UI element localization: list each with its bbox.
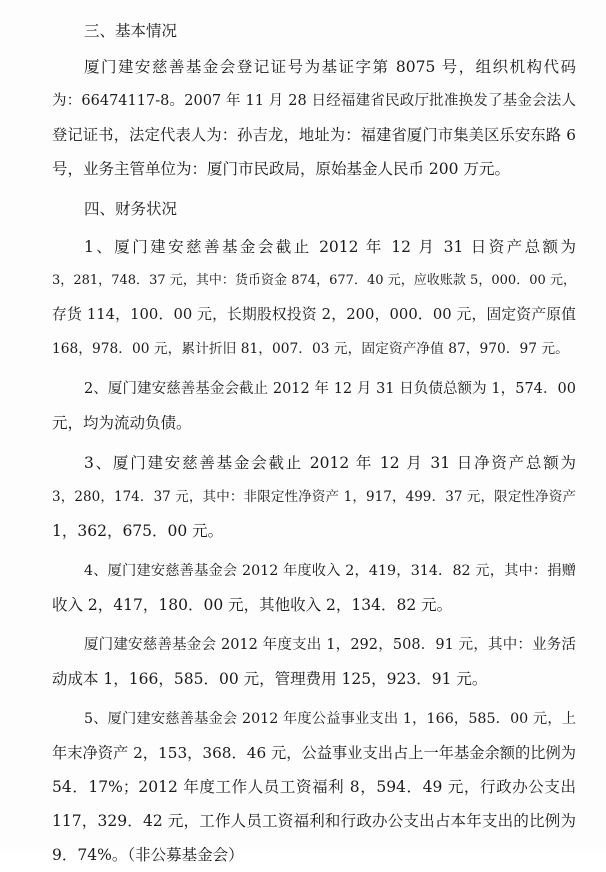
document-body <box>52 14 576 872</box>
paragraph-net-assets <box>52 446 576 548</box>
paragraph-line: 5、厦门建安慈善基金会 2012 年度公益事业支出 1，166，585．00 元，上 <box>84 711 576 727</box>
paragraph-line: 117，329．42 元，工作人员工资福利和行政办公支出占本年支出的比例为 <box>52 812 576 830</box>
paragraph-line: 动成本 1，166，585．00 元，管理费用 125，923．91 元。 <box>52 670 488 688</box>
section-heading-financial-status: 四、财务状况 <box>84 200 178 218</box>
paragraph-line: 为：66474117-8。2007 年 11 月 28 日经福建省民政厅批准换发了基金会法人 <box>52 93 576 109</box>
paragraph-line: 年末净资产 2，153，368．46 元，公益事业支出占上一年基金余额的比例为 <box>52 744 577 762</box>
paragraph-line: 存货 114，100．00 元，长期股权投资 2，200，000．00 元，固定资产原值 <box>52 306 576 323</box>
paragraph-line: 3，280，174．37 元，其中：非限定性净资产 1，917，499．37 元，限定性净资产 <box>52 489 576 505</box>
paragraph-line: 2、厦门建安慈善基金会截止 2012 年 12 月 31 日负债总额为 1，574．00 <box>84 381 576 397</box>
paragraph-total-assets <box>52 230 576 366</box>
paragraph-line: 号，业务主管单位为：厦门市民政局，原始基金人民币 200 万元。 <box>52 160 510 178</box>
paragraph-line: 厦门建安慈善基金会 2012 年度支出 1，292，508．91 元，其中：业务活 <box>84 637 576 653</box>
paragraph-line: 1、厦门建安慈善基金会截止 2012 年 12 月 31 日资产总额为 <box>84 238 576 256</box>
paragraph-line: 168，978．00 元，累计折旧 81，007．03 元，固定资产净值 87，970．97 元。 <box>52 341 569 357</box>
paragraph-line: 54．17%；2012 年度工作人员工资福利 8，594．49 元，行政办公支出 <box>52 778 576 796</box>
paragraph-line: 3、厦门建安慈善基金会截止 2012 年 12 月 31 日净资产总额为 <box>84 454 576 472</box>
paragraph-public-welfare <box>52 702 576 872</box>
paragraph-line: 3，281，748．37 元，其中：货币资金 874，677．40 元，应收账款 5，000．00 元， <box>52 273 576 288</box>
paragraph-line: 厦门建安慈善基金会登记证号为基证字第 8075 号，组织机构代码 <box>84 58 576 76</box>
paragraph-line: 1，362，675．00 元。 <box>52 522 224 540</box>
paragraph-line: 收入 2，417，180．00 元，其他收入 2，134．82 元。 <box>52 596 453 614</box>
paragraph-total-liabilities <box>52 372 576 440</box>
paragraph-registration <box>52 50 576 186</box>
paragraph-income <box>52 554 576 622</box>
paragraph-line: 元，均为流动负债。 <box>52 414 192 432</box>
paragraph-expenditure <box>52 628 576 696</box>
section-heading-basic-info: 三、基本情况 <box>84 22 178 40</box>
paragraph-line: 9．74%。（非公募基金会） <box>52 846 244 864</box>
paragraph-line: 登记证书，法定代表人为：孙吉龙，地址为：福建省厦门市集美区乐安东路 6 <box>52 126 576 144</box>
paragraph-line: 4、厦门建安慈善基金会 2012 年度收入 2，419，314．82 元，其中：捐赠 <box>84 563 576 579</box>
